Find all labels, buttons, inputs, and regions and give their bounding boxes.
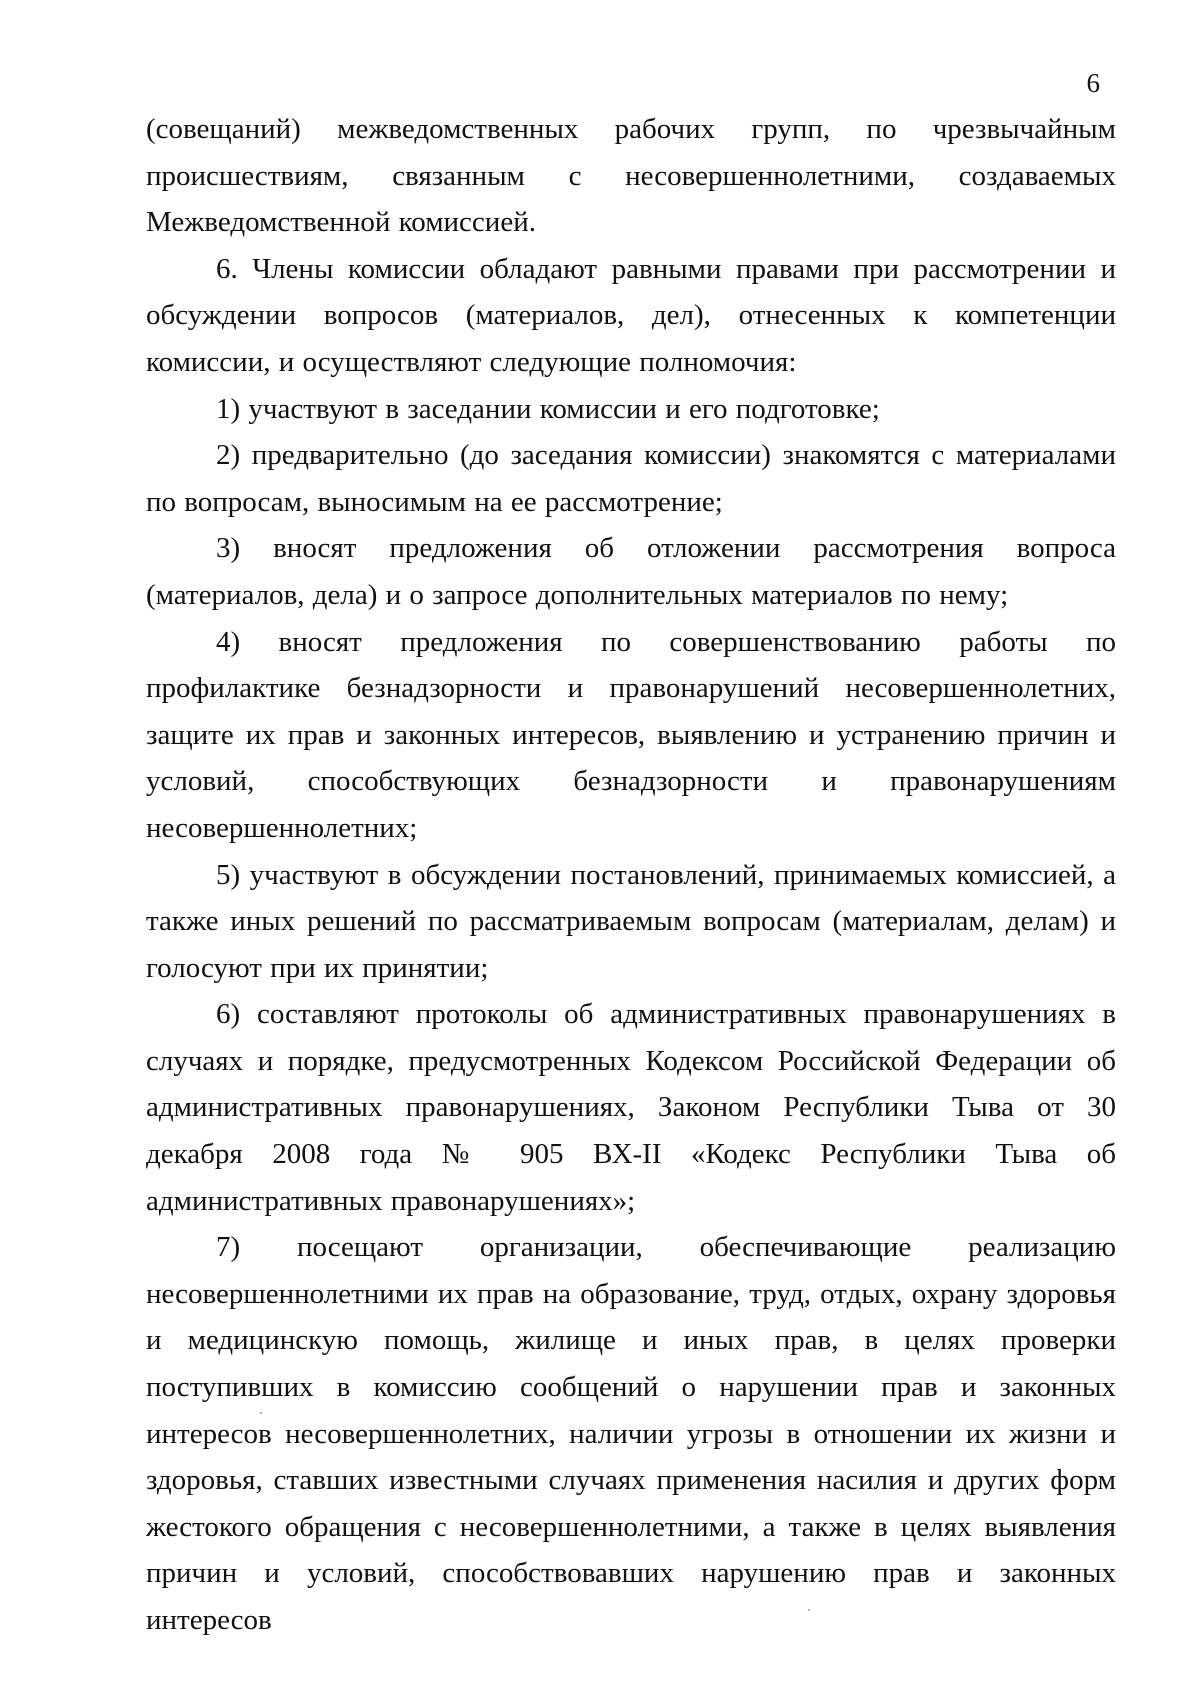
- list-item-2: 2) предварительно (до заседания комиссии) знакомятся с материалами по вопросам, выносимым на ее рассмотрение;: [146, 439, 1116, 518]
- list-item-5: 5) участвуют в обсуждении постановлений, принимаемых комиссией, а также иных решений по рассматриваемым вопросам (материалам, делам) и голосуют при их принятии;: [146, 858, 1116, 984]
- list-item-1: 1) участвуют в заседании комиссии и его подготовке;: [216, 392, 880, 425]
- paragraph-continuation: (совещаний) межведомственных рабочих групп, по чрезвычайным происшествиям, связанным с несовершеннолетними, создаваемых Межведомственной комиссией.: [146, 113, 1116, 239]
- scan-speck: [808, 1609, 810, 1611]
- paragraph-clause-6: 6. Члены комиссии обладают равными правами при рассмотрении и обсуждении вопросов (материалов, дел), отнесенных к компетенции комиссии, и осуществляют следующие полномочия:: [146, 252, 1116, 378]
- list-item-6: 6) составляют протоколы об административных правонарушениях в случаях и порядке, предусмотренных Кодексом Российской Федерации об административных правонарушениях, Законом Республики Тыва от 30 декабря 2008 года № 905 ВХ-II «Кодекс Республики Тыва об административных правонарушениях»;: [146, 998, 1116, 1217]
- document-body: [146, 106, 1116, 1644]
- scan-speck: [260, 1412, 262, 1414]
- page-number: 6: [1086, 68, 1100, 98]
- list-item-7: 7) посещают организации, обеспечивающие реализацию несовершеннолетними их прав на образование, труд, отдых, охрану здоровья и медицинскую помощь, жилище и иных прав, в целях проверки поступивших в комиссию сообщений о нарушении прав и законных интересов несовершеннолетних, наличии угрозы в отношении их жизни и здоровья, ставших известными случаях применения насилия и других форм жестокого обращения с несовершеннолетними, а также в целях выявления причин и условий, способствовавших нарушению прав и законных интересов: [146, 1231, 1116, 1636]
- list-item-4: 4) вносят предложения по совершенствованию работы по профилактике безнадзорности и правонарушений несовершеннолетних, защите их прав и законных интересов, выявлению и устранению причин и условий, способствующих безнадзорности и правонарушениям несовершеннолетних;: [146, 625, 1116, 844]
- list-item-3: 3) вносят предложения об отложении рассмотрения вопроса (материалов, дела) и о запросе дополнительных материалов по нему;: [146, 532, 1116, 611]
